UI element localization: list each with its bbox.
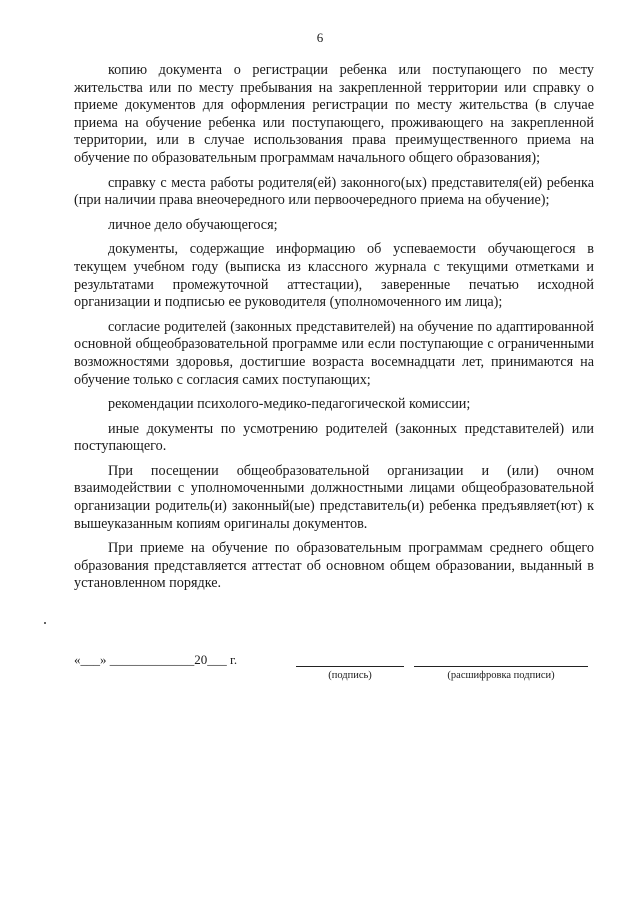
signature-caption: (подпись) <box>328 670 372 681</box>
paragraph-parental-consent: согласие родителей (законных представителей) на обучение по адаптированной основной общеобразовательной программе или если поступающие с ограниченными возможностями здоровья, достигшие возраста восемнадцати лет, принимаются на обучение только с согласия самих поступающих; <box>74 318 594 388</box>
paragraph-secondary-education: При приеме на обучение по образовательным программам среднего общего образования представляется аттестат об основном общем образовании, выданный в установленном порядке. <box>74 540 594 592</box>
page-number: 6 <box>316 30 324 45</box>
paragraph-pmpk-recommendations: рекомендации психолого-медико-педагогической комиссии; <box>108 396 471 413</box>
stray-mark <box>44 622 46 624</box>
paragraph-work-certificate: справку с места работы родителя(ей) законного(ых) представителя(ей) ребенка (при наличии права внеочередного или первоочередного приема на обучение); <box>74 174 594 209</box>
document-body <box>74 62 594 600</box>
paragraph-other-documents: иные документы по усмотрению родителей (законных представителей) или поступающего. <box>74 420 594 455</box>
signature-block <box>74 652 594 692</box>
signature-line <box>296 666 404 667</box>
decoding-caption: (расшифровка подписи) <box>447 670 555 681</box>
paragraph-registration-copy: копию документа о регистрации ребенка или поступающего по месту жительства или по месту пребывания на закрепленной территории или справку о приеме документов для оформления регистрации по месту жительства (в случае приема на обучение ребенка или поступающего, проживающего на закрепленной территории, или в случае использования права преимущественного приема на обучение по образовательным программам начального общего образования); <box>74 62 594 166</box>
decoding-line <box>414 666 588 667</box>
date-field: «___» _____________20___ г. <box>74 652 238 667</box>
paragraph-personal-file: личное дело обучающегося; <box>108 216 278 233</box>
paragraph-originals-presentation: При посещении общеобразовательной организации и (или) очном взаимодействии с уполномоченными должностными лицами общеобразовательной организации родитель(и) законный(ые) представитель(и) ребенка предъявляет(ют) к вышеуказанным копиям оригиналы документов. <box>74 462 594 532</box>
paragraph-academic-records: документы, содержащие информацию об успеваемости обучающегося в текущем учебном году (выписка из классного журнала с текущими отметками и результатами промежуточной аттестации), заверенные печатью исходной организации и подписью ее руководителя (уполномоченного им лица); <box>74 241 594 311</box>
